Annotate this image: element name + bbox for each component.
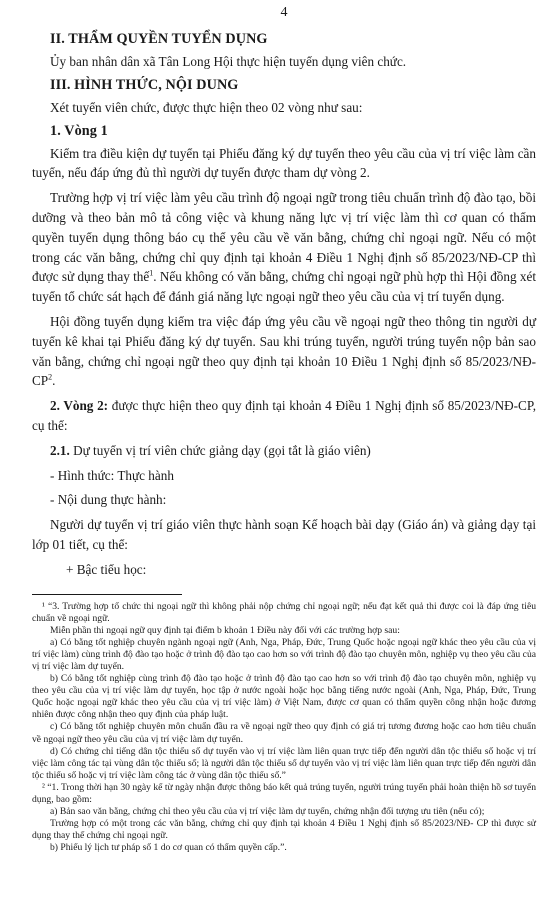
- footnote-divider: [32, 594, 182, 595]
- round1-paragraph-3: [32, 312, 536, 391]
- round1-p2-text: Trường hợp vị trí việc làm yêu cầu trình độ ngoại ngữ trong tiêu chuẩn trình độ đào tạo, bồi dưỡng và theo bản mô tả công việc và khung năng lực vị trí việc làm thì cơ quan có thẩm quyền tuyển dụng thông báo cụ thể yêu cầu về văn bằng, chứng chỉ ngoại ngữ. Nếu có một trong các văn bằng, chứng chỉ quy định tại khoản 4 Điều 1 Nghị định số 85/2023/NĐ-CP thì được sử dụng thay thế: [32, 190, 536, 285]
- footnote-paragraph: Miễn phần thi ngoại ngữ quy định tại điểm b khoản 1 Điều này đối với các trường hợp sau:: [50, 624, 400, 636]
- round2-label: 2. Vòng 2:: [50, 398, 109, 414]
- footnote-paragraph: ¹ “3. Trường hợp tổ chức thi ngoại ngữ thì không phải nộp chứng chỉ ngoại ngữ; nếu đạt kết quả thi được coi là đáp ứng tiêu chuẩn về ngoại ngữ.: [32, 600, 536, 624]
- footnote-paragraph: b) Phiếu lý lịch tư pháp số 1 do cơ quan có thẩm quyền cấp.”.: [50, 842, 287, 854]
- round1-p3-tail: .: [52, 373, 56, 389]
- footnote-paragraph: b) Có bằng tốt nghiệp cùng trình độ đào tạo hoặc ở trình độ đào tạo cao hơn so với trình độ đào tạo chuyên môn, nghiệp vụ theo yêu cầu của vị trí việc làm dự tuyển, học tập ở nước ngoài hoặc học bằng tiếng nước ngoài (Anh, Nga, Pháp, Đức, Trung Quốc hoặc ngoại ngữ khác theo yêu cầu của vị trí việc làm) ở Việt Nam, được cơ quan có thẩm quyền công nhận hoặc đương nhiên được công nhận theo quy định của pháp luật.: [32, 673, 536, 721]
- round1-paragraph-1: Kiểm tra điều kiện dự tuyển tại Phiếu đăng ký dự tuyển theo yêu cầu của vị trí việc làm cần tuyển, nếu đáp ứng đủ thì người dự tuyển được tham dự vòng 2.: [32, 145, 536, 181]
- form-line: - Hình thức: Thực hành: [50, 467, 174, 483]
- section-2-1-text: Dự tuyển vị trí viên chức giảng dạy (gọi tắt là giáo viên): [69, 442, 371, 458]
- section-2-1: [32, 441, 536, 461]
- section-heading-authority: II. THẨM QUYỀN TUYỂN DỤNG: [50, 31, 268, 47]
- authority-paragraph: Ủy ban nhân dân xã Tân Long Hội thực hiện tuyển dụng viên chức.: [50, 54, 407, 69]
- footnote-paragraph: a) Có bằng tốt nghiệp chuyên ngành ngoại ngữ (Anh, Nga, Pháp, Đức, Trung Quốc hoặc ngoại ngữ khác theo yêu cầu của vị trí việc làm) cùng trình độ đào tạo hoặc ở trình độ đào tạo cao hơn so với trình độ đào tạo chuyên môn, nghiệp vụ theo yêu cầu của vị trí việc làm dự tuyển.: [32, 636, 536, 672]
- footnote-paragraph: d) Có chứng chỉ tiếng dân tộc thiểu số dự tuyển vào vị trí việc làm liên quan trực tiếp đến người dân tộc thiểu số hoặc vị trí việc làm công tác tại vùng dân tộc thiểu số; là người dân tộc thiểu số dự tuyển vào vị trí việc làm liên quan trực tiếp đến người dân tộc thiểu số hoặc vị trí việc làm công tác ở vùng dân tộc thiểu số.”: [32, 745, 536, 781]
- footnote-ref-2: 2: [48, 372, 53, 382]
- section-heading-form-content: III. HÌNH THỨC, NỘI DUNG: [50, 76, 239, 93]
- footnote-paragraph: a) Bản sao văn bằng, chứng chỉ theo yêu cầu của vị trí việc làm dự tuyển, chứng nhận đối tượng ưu tiên (nếu có);: [50, 806, 485, 818]
- footnote-paragraph: ² “1. Trong thời hạn 30 ngày kể từ ngày nhận được thông báo kết quả trúng tuyển, người trúng tuyển phải hoàn thiện hồ sơ tuyển dụng, bao gồm:: [32, 781, 536, 806]
- round2-paragraph: [32, 396, 536, 436]
- section-2-1-label: 2.1.: [50, 442, 70, 458]
- content-line: - Nội dung thực hành:: [50, 492, 167, 508]
- intro-paragraph: Xét tuyển viên chức, được thực hiện theo 02 vòng như sau:: [50, 99, 363, 115]
- footnote-paragraph: Trường hợp có một trong các văn bằng, chứng chỉ quy định tại khoản 4 Điều 1 Nghị định số 85/2023/NĐ- CP thì được sử dụng thay thế chứng chỉ ngoại ngữ.: [32, 818, 536, 842]
- round1-heading: 1. Vòng 1: [50, 122, 108, 139]
- page-number: 4: [280, 5, 288, 20]
- footnote-ref-1: 1: [149, 268, 154, 278]
- footnotes: [32, 601, 536, 855]
- round1-paragraph-2: [32, 188, 536, 307]
- teacher-paragraph: Người dự tuyển vị trí giáo viên thực hành soạn Kế hoạch bài dạy (Giáo án) và giảng dạy tại lớp 01 tiết, cụ thể:: [32, 517, 536, 552]
- round1-p2-tail: . Nếu không có văn bằng, chứng chỉ ngoại ngữ phù hợp thì Hội đồng xét tuyển tổ chức sát hạch để đánh giá năng lực ngoại ngữ theo yêu cầu của vị trí tuyển dụng.: [32, 269, 537, 305]
- round1-p3-text: Hội đồng tuyển dụng kiểm tra việc đáp ứng yêu cầu về ngoại ngữ theo thông tin người dự tuyển kê khai tại Phiếu đăng ký dự tuyển. Sau khi trúng tuyển, người trúng tuyển nộp bản sao văn bằng, chứng chỉ ngoại ngữ theo quy định tại khoản 10 Điều 1 Nghị định số 85/2023/NĐ-CP: [32, 313, 536, 389]
- primary-level-line: + Bậc tiểu học:: [66, 561, 147, 577]
- footnote-paragraph: c) Có bằng tốt nghiệp chuyên môn chuẩn đầu ra về ngoại ngữ theo quy định có giá trị tương đương hoặc cao hơn tiêu chuẩn về ngoại ngữ theo yêu cầu của vị trí việc làm dự tuyển.: [32, 721, 536, 745]
- round2-text: được thực hiện theo quy định tại khoản 4 Điều 1 Nghị định số 85/2023/NĐ-CP, cụ thể:: [32, 398, 536, 433]
